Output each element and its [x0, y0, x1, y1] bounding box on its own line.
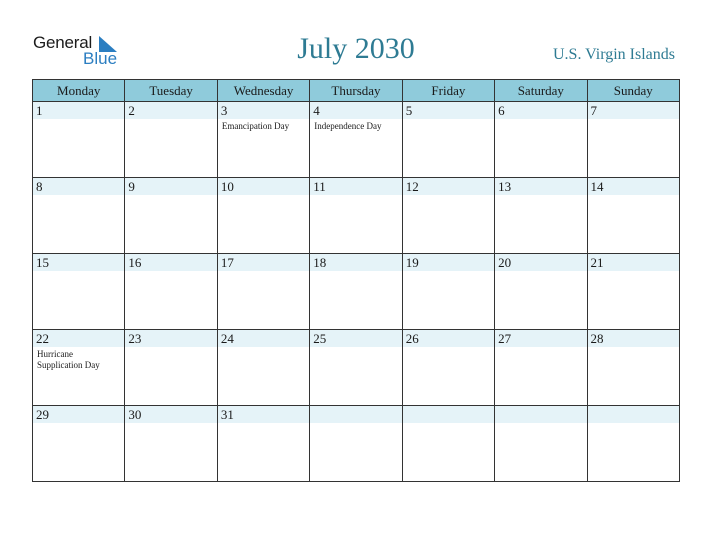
day-cell[interactable]	[310, 178, 402, 254]
day-cell[interactable]	[495, 254, 587, 330]
day-cell[interactable]	[125, 406, 217, 482]
day-number: 20	[495, 254, 586, 271]
day-cell[interactable]	[495, 178, 587, 254]
day-number: 8	[33, 178, 124, 195]
day-cell[interactable]	[310, 254, 402, 330]
day-cell[interactable]	[402, 102, 494, 178]
day-number: 5	[403, 102, 494, 119]
day-number: 25	[310, 330, 401, 347]
day-number: 26	[403, 330, 494, 347]
weekday-header-row	[33, 80, 680, 102]
day-number: 2	[125, 102, 216, 119]
day-cell[interactable]	[217, 330, 309, 406]
calendar-body	[33, 102, 680, 482]
day-number: 18	[310, 254, 401, 271]
day-number: 28	[588, 330, 679, 347]
day-cell[interactable]	[217, 178, 309, 254]
day-cell[interactable]	[310, 406, 402, 482]
weekday-header: Saturday	[495, 80, 587, 102]
day-number: 24	[218, 330, 309, 347]
holiday-label: Independence Day	[314, 121, 382, 131]
day-cell[interactable]	[310, 330, 402, 406]
day-number: 17	[218, 254, 309, 271]
day-cell[interactable]	[310, 102, 402, 178]
day-cell[interactable]	[402, 178, 494, 254]
weekday-header: Thursday	[310, 80, 402, 102]
day-number	[310, 406, 401, 423]
day-number: 16	[125, 254, 216, 271]
holiday-label: Hurricane Supplication Day	[37, 349, 100, 370]
day-cell[interactable]	[33, 178, 125, 254]
week-row	[33, 330, 680, 406]
day-cell[interactable]	[33, 254, 125, 330]
day-cell[interactable]	[125, 178, 217, 254]
day-cell[interactable]	[33, 102, 125, 178]
calendar-grid	[32, 79, 680, 482]
day-number: 14	[588, 178, 679, 195]
day-cell[interactable]	[33, 330, 125, 406]
day-number: 1	[33, 102, 124, 119]
day-cell[interactable]	[125, 102, 217, 178]
day-cell[interactable]	[33, 406, 125, 482]
day-number: 29	[33, 406, 124, 423]
day-number: 4	[310, 102, 401, 119]
day-number: 10	[218, 178, 309, 195]
day-number: 9	[125, 178, 216, 195]
day-cell[interactable]	[402, 330, 494, 406]
day-cell[interactable]	[587, 330, 679, 406]
day-number: 15	[33, 254, 124, 271]
day-number: 27	[495, 330, 586, 347]
day-number: 11	[310, 178, 401, 195]
day-number: 3	[218, 102, 309, 119]
day-cell[interactable]	[402, 254, 494, 330]
day-cell[interactable]	[495, 406, 587, 482]
day-cell[interactable]	[587, 406, 679, 482]
day-number: 12	[403, 178, 494, 195]
day-number: 21	[588, 254, 679, 271]
day-cell[interactable]	[217, 102, 309, 178]
day-number: 22	[33, 330, 124, 347]
day-cell[interactable]	[125, 254, 217, 330]
week-row	[33, 178, 680, 254]
region-label: U.S. Virgin Islands	[552, 46, 675, 63]
day-number: 31	[218, 406, 309, 423]
holiday-label: Emancipation Day	[221, 121, 290, 131]
day-cell[interactable]	[495, 102, 587, 178]
day-cell[interactable]	[125, 330, 217, 406]
logo-text-blue: Blue	[83, 49, 118, 68]
day-number: 19	[403, 254, 494, 271]
day-cell[interactable]	[402, 406, 494, 482]
day-number	[495, 406, 586, 423]
day-number: 6	[495, 102, 586, 119]
day-number	[588, 406, 679, 423]
weekday-header: Friday	[402, 80, 494, 102]
week-row	[33, 254, 680, 330]
weekday-header: Monday	[33, 80, 125, 102]
day-cell[interactable]	[495, 330, 587, 406]
week-row	[33, 102, 680, 178]
weekday-header: Wednesday	[217, 80, 309, 102]
day-number: 13	[495, 178, 586, 195]
day-number	[403, 406, 494, 423]
day-number: 30	[125, 406, 216, 423]
calendar-title: July 2030	[297, 32, 415, 65]
day-number: 23	[125, 330, 216, 347]
day-cell[interactable]	[587, 178, 679, 254]
weekday-header: Sunday	[587, 80, 679, 102]
day-cell[interactable]	[217, 254, 309, 330]
day-number: 7	[588, 102, 679, 119]
day-cell[interactable]	[587, 102, 679, 178]
weekday-header: Tuesday	[125, 80, 217, 102]
day-cell[interactable]	[217, 406, 309, 482]
logo-text-general: General	[33, 33, 93, 52]
day-cell[interactable]	[587, 254, 679, 330]
week-row	[33, 406, 680, 482]
